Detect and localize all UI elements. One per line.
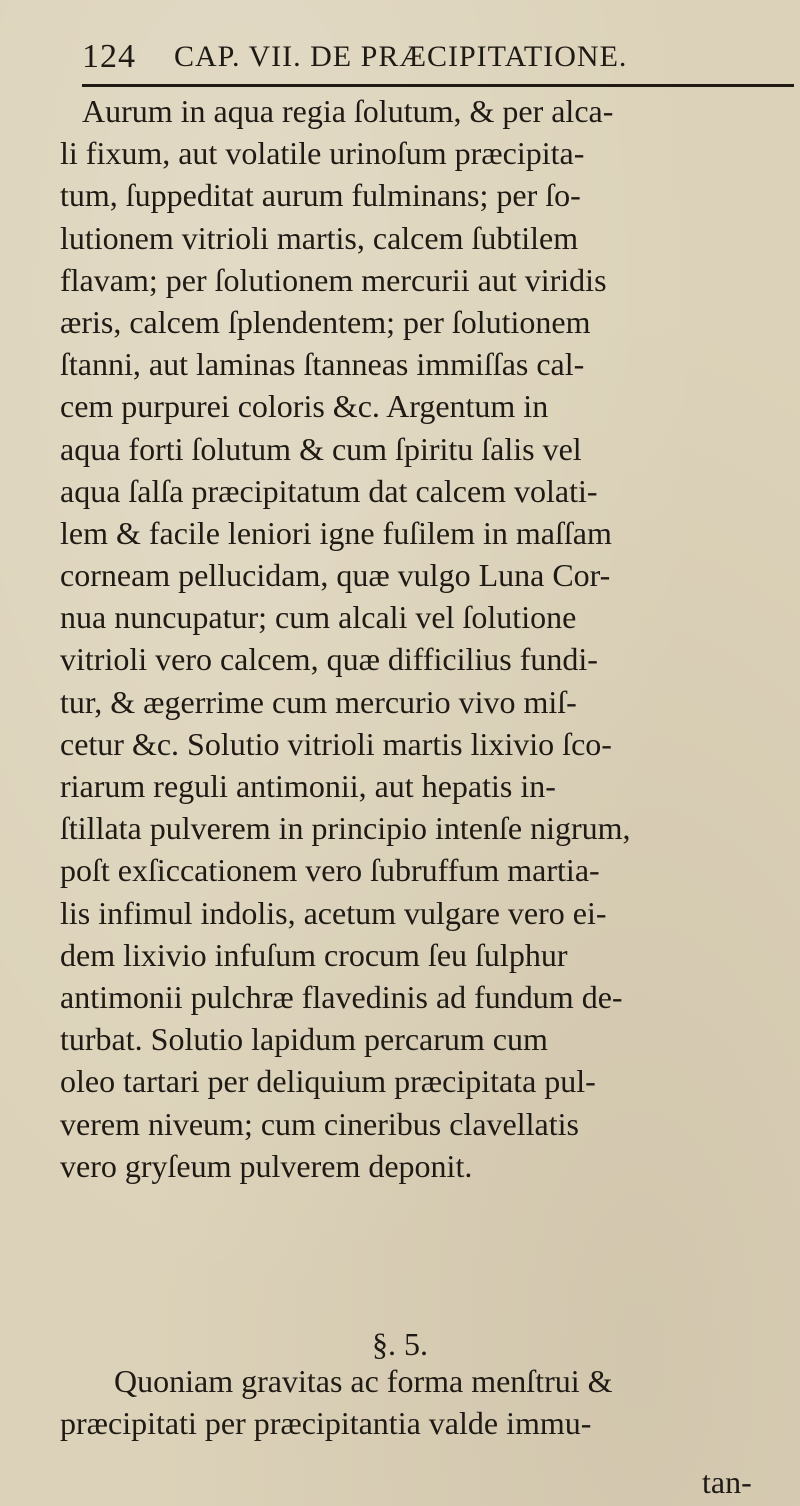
catchword: tan- <box>702 1464 752 1500</box>
text-line: Quoniam gravitas ac forma menſtrui & <box>114 1363 613 1399</box>
text-line: cem purpurei coloris &c. Argentum in <box>60 388 549 425</box>
text-line: lutionem vitrioli martis, calcem ſubtilem <box>60 219 579 256</box>
text-line: oleo tartari per deliquium præcipitata pul- <box>60 1063 596 1100</box>
page-number: 124 <box>82 38 136 75</box>
text-line: æris, calcem ſplendentem; per ſolutionem <box>60 303 591 340</box>
text-line: præcipitati per præcipitantia valde immu- <box>60 1405 592 1442</box>
text-line: nua nuncupatur; cum alcali vel ſolutione <box>60 599 577 636</box>
text-line: flavam; per ſolutionem mercurii aut viridis <box>60 261 607 298</box>
text-line: vero gryſeum pulverem deponit. <box>60 1147 473 1184</box>
paragraph-1 <box>60 90 790 1187</box>
text-line: vitrioli vero calcem, quæ difficilius fundi- <box>60 641 598 678</box>
text-line: tum, ſuppeditat aurum fulminans; per ſo- <box>60 177 581 214</box>
text-line: Aurum in aqua regia ſolutum, & per alca- <box>82 93 614 129</box>
text-line: lis infimul indolis, acetum vulgare vero ei- <box>60 894 607 931</box>
text-line: ſtillata pulverem in principio intenſe nigrum, <box>60 810 631 847</box>
header-rule <box>82 84 794 87</box>
text-line: dem lixivio infuſum crocum ſeu ſulphur <box>60 936 568 973</box>
page-header <box>82 30 794 80</box>
text-line: antimonii pulchræ flavedinis ad fundum de- <box>60 978 623 1015</box>
text-line: ſtanni, aut laminas ſtanneas immiſſas cal- <box>60 346 585 383</box>
text-line: tur, & ægerrime cum mercurio vivo miſ- <box>60 683 577 720</box>
text-line: corneam pellucidam, quæ vulgo Luna Cor- <box>60 557 611 594</box>
paragraph-2 <box>60 1360 790 1444</box>
text-line: lem & facile leniori igne fuſilem in maſſam <box>60 514 612 551</box>
running-head: CAP. VII. DE PRÆCIPITATIONE. <box>174 40 628 73</box>
section-heading: §. 5. <box>372 1326 428 1362</box>
text-line: poſt exſiccationem vero ſubruffum martia- <box>60 852 600 889</box>
text-line: aqua ſalſa præcipitatum dat calcem volati- <box>60 472 598 509</box>
text-line: verem niveum; cum cineribus clavellatis <box>60 1105 579 1142</box>
text-line: riarum reguli antimonii, aut hepatis in- <box>60 768 556 804</box>
text-line: aqua forti ſolutum & cum ſpiritu ſalis vel <box>60 430 582 467</box>
text-line: turbat. Solutio lapidum percarum cum <box>60 1021 548 1058</box>
text-line: li fixum, aut volatile urinoſum præcipita- <box>60 135 585 172</box>
text-line: cetur &c. Solutio vitrioli martis lixivio ſco- <box>60 725 612 762</box>
